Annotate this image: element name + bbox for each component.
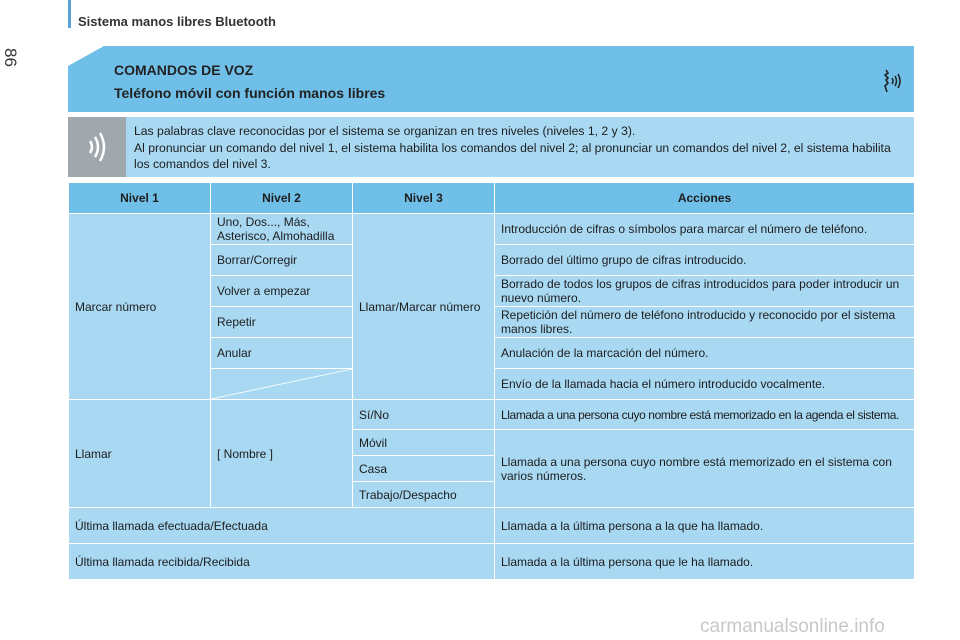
side-accent-bar xyxy=(68,0,71,28)
action-cell: Llamada a la última persona a la que ha llamado. xyxy=(495,508,915,544)
section-subtitle: Teléfono móvil con función manos libres xyxy=(114,85,386,101)
action-multi-number: Llamada a una persona cuyo nombre está memorizado en el sistema con varios números. xyxy=(495,430,915,508)
action-cell: Envío de la llamada hacia el número introducido vocalmente. xyxy=(495,369,915,400)
level3-cell: Móvil xyxy=(353,430,495,456)
page-number: 86 xyxy=(1,48,20,67)
table-row xyxy=(69,214,915,245)
level3-llamar-marcar: Llamar/Marcar número xyxy=(353,214,495,400)
action-cell: Llamada a una persona cuyo nombre está memorizado en la agenda el sistema. xyxy=(495,400,915,430)
level2-cell: Borrar/Corregir xyxy=(211,245,353,276)
level3-cell: Casa xyxy=(353,456,495,482)
intro-line-2: Al pronunciar un comando del nivel 1, el sistema habilita los comandos del nivel 2; al pronunciar un comandos del nivel 2, el sistema habilita los comandos del nivel 3. xyxy=(134,140,891,171)
level1-marcar: Marcar número xyxy=(69,214,211,400)
level2-nombre: [ Nombre ] xyxy=(211,400,353,508)
level2-empty-cell xyxy=(211,369,353,400)
section-banner xyxy=(68,46,914,112)
level2-cell: Uno, Dos..., Más, Asterisco, Almohadilla xyxy=(211,214,353,245)
level3-cell: Trabajo/Despacho xyxy=(353,482,495,508)
table-header-row xyxy=(69,183,915,214)
header-acciones: Acciones xyxy=(495,183,915,214)
action-cell: Borrado del último grupo de cifras introducido. xyxy=(495,245,915,276)
action-cell: Introducción de cifras o símbolos para marcar el número de teléfono. xyxy=(495,214,915,245)
level2-cell: Anular xyxy=(211,338,353,369)
table-row xyxy=(69,544,915,580)
header-nivel-2: Nivel 2 xyxy=(211,183,353,214)
ultima-recibida-label: Última llamada recibida/Recibida xyxy=(69,544,495,580)
header-nivel-1: Nivel 1 xyxy=(69,183,211,214)
table-row xyxy=(69,400,915,430)
intro-line-1: Las palabras clave reconocidas por el sistema se organizan en tres niveles (niveles 1, 2 y 3). xyxy=(134,124,636,138)
level1-llamar: Llamar xyxy=(69,400,211,508)
level2-cell: Repetir xyxy=(211,307,353,338)
table-row xyxy=(69,508,915,544)
level2-cell: Volver a empezar xyxy=(211,276,353,307)
action-cell: Repetición del número de teléfono introducido y reconocido por el sistema manos libres. xyxy=(495,307,915,338)
action-cell: Borrado de todos los grupos de cifras introducidos para poder introducir un nuevo número. xyxy=(495,276,915,307)
running-head: Sistema manos libres Bluetooth xyxy=(78,14,276,29)
watermark: carmanualsonline.info xyxy=(700,616,885,637)
voice-commands-table xyxy=(68,182,915,580)
intro-text xyxy=(134,123,904,173)
action-cell: Anulación de la marcación del número. xyxy=(495,338,915,369)
speaker-sound-icon xyxy=(68,117,126,177)
diagonal-line xyxy=(211,369,352,399)
header-nivel-3: Nivel 3 xyxy=(353,183,495,214)
action-cell: Llamada a la última persona que le ha llamado. xyxy=(495,544,915,580)
level3-cell: Sí/No xyxy=(353,400,495,430)
section-title: COMANDOS DE VOZ xyxy=(114,62,254,78)
ultima-efectuada-label: Última llamada efectuada/Efectuada xyxy=(69,508,495,544)
voice-command-icon xyxy=(876,66,906,96)
